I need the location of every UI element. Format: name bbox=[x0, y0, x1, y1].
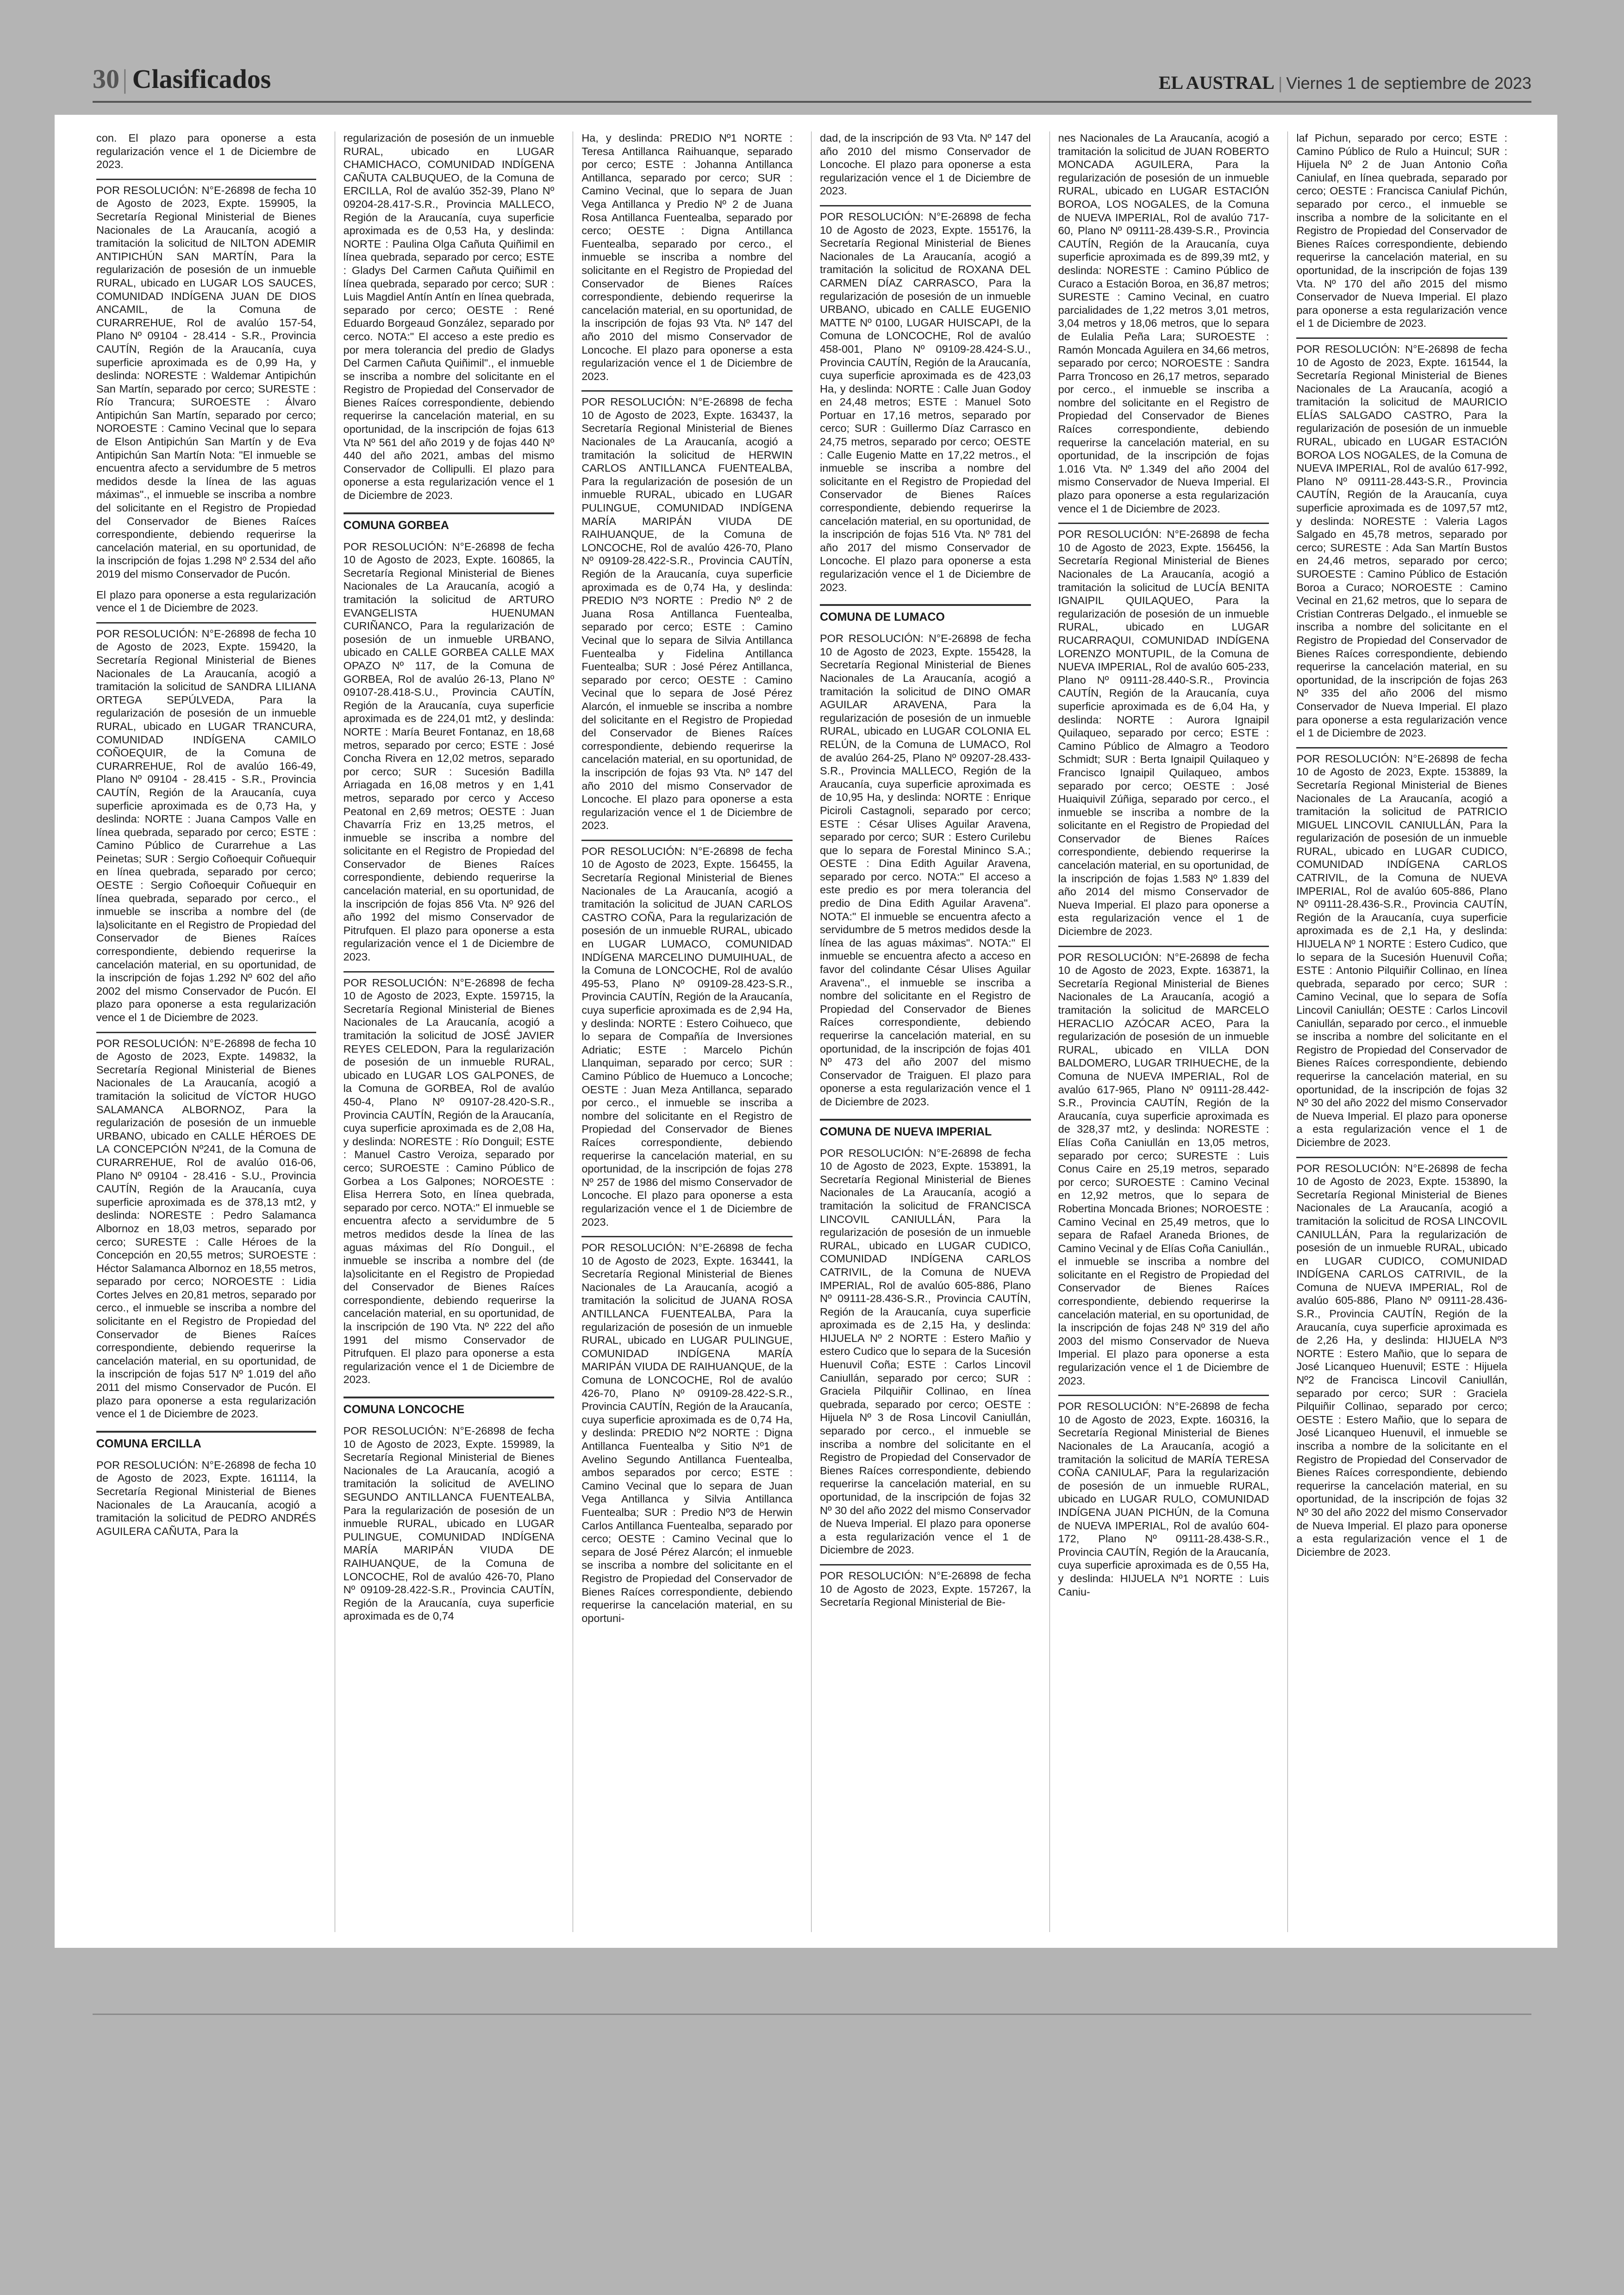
section-heading: COMUNA DE NUEVA IMPERIAL bbox=[820, 1119, 1031, 1139]
header-divider: | bbox=[1278, 74, 1283, 93]
legal-notice: POR RESOLUCIÓN: N°E-26898 de fecha 10 de Agosto de 2023, Expte. 156455, la Secretaría Regional Ministerial de Bienes Nacionales de La Araucanía, acogió a tramitación la solicitud de JUAN CARLOS CASTRO COÑA, Para la regularización de posesión de un inmueble RURAL, ubicado en LUGAR LUMACO, COMUNIDAD INDÍGENA MARCELINO DUMUIHUAL, de la Comuna de LONCOCHE, Rol de avalúo 495-53, Plano Nº 09109-28.423-S.R., Provincia CAUTÍN, Región de la Araucanía, cuya superficie aproximada es de 2,94 Ha, y deslinda: NORTE : Estero Coihueco, que lo separa de Compañía de Inversiones Adriatic; ESTE : Marcelo Pichún Llanquiman, separado por cerco; SUR : Camino Público de Huemuco a Loncoche; OESTE : Juan Meza Antillanca, separado por cerco., el inmueble se inscriba a nombre del solicitante en el Registro de Propiedad del Conservador de Bienes Raíces correspondiente, debiendo requerirse la cancelación material, en su oportunidad, de la inscripción de fojas 278 Nº 257 de 1986 del mismo Conservador de Loncoche. El plazo para oponerse a esta regularización vence el 1 de Diciembre de 2023. bbox=[581, 840, 793, 1229]
legal-notice: POR RESOLUCIÓN: N°E-26898 de fecha 10 de Agosto de 2023, Expte. 159715, la Secretaría Regional Ministerial de Bienes Nacionales de La Araucanía, acogió a tramitación la solicitud de JOSÉ JAVIER REYES CELEDON, Para la regularización de posesión de un inmueble RURAL, ubicado en LUGAR LOS GALPONES, de la Comuna de GORBEA, Rol de avalúo 450-4, Plano Nº 09107-28.420-S.R., Provincia CAUTÍN, Región de la Araucanía, cuya superficie aproximada es de 2,08 Ha, y deslinda: NORESTE : Río Donguil; ESTE : Manuel Castro Veroiza, separado por cerco; SUROESTE : Camino Público de Gorbea a Los Galpones; NOROESTE : Elisa Herrera Soto, en línea quebrada, separado por cerco. NOTA:" El inmueble se encuentra afecto a servidumbre de 5 metros medidos desde la línea de las aguas máximas del Río Donguil., el inmueble se inscriba a nombre del (de la)solicitante en el Registro de Propiedad del Conservador de Bienes Raíces correspondiente, debiendo requerirse la cancelación material, en su oportunidad, de la inscripción de 190 Vta. Nº 222 del año 1991 del mismo Conservador de Pitrufquen. El plazo para oponerse a esta regularización vence el 1 de Diciembre de 2023. bbox=[344, 971, 555, 1386]
legal-notice: POR RESOLUCIÓN: N°E-26898 de fecha 10 de Agosto de 2023, Expte. 163871, la Secretaría Regional Ministerial de Bienes Nacionales de La Araucanía, acogió a tramitación la solicitud de MARCELO HERACLIO AZÓCAR ACEO, Para la regularización de posesión de un inmueble RURAL, ubicado en VILLA DON BALDOMERO, LUGAR TRIHUECHE, de la Comuna de NUEVA IMPERIAL, Rol de avalúo 617-965, Plano Nº 09111-28.442-S.R., Provincia CAUTÍN, Región de la Araucanía, cuya superficie aproximada es de 328,37 mt2, y deslinda: NORESTE : Elías Coña Caniullán en 13,05 metros, separado por cerco; SURESTE : Luis Conus Caire en 25,19 metros, separado por cerco; SUROESTE : Camino Vecinal en 12,92 metros, que lo separa de Robertina Moncada Briones; NOROESTE : Camino Vecinal en 25,49 metros, que lo separa de Rafael Araneda Briones, de Camino Vecinal y de Elías Coña Caniullán., el inmueble se inscriba a nombre del solicitante en el Registro de Propiedad del Conservador de Bienes Raíces correspondiente, debiendo requerirse la cancelación material, en su oportunidad, de la inscripción de fojas 248 Nº 319 del año 2003 del mismo Conservador de Nueva Imperial. El plazo para oponerse a esta regularización vence el 1 de Diciembre de 2023. bbox=[1058, 946, 1269, 1388]
legal-notice: regularización de posesión de un inmueble RURAL, ubicado en LUGAR CHAMICHACO, COMUNIDAD INDÍGENA CAÑUTA CALBUQUEO, de la Comuna de ERCILLA, Rol de avalúo 352-39, Plano Nº 09204-28.417-S.R., Provincia MALLECO, Región de la Araucanía, cuya superficie aproximada es de 0,53 Ha, y deslinda: NORTE : Paulina Olga Cañuta Quiñimil en línea quebrada, separado por cerco; ESTE : Gladys Del Carmen Cañuta Quiñimil en línea quebrada, separado por cerco; SUR : Luis Magdiel Antín Antín en línea quebrada, separado por cerco; OESTE : René Eduardo Borgeaud González, separado por cerco. NOTA:" El acceso a este predio es por mera tolerancia del predio de Gladys Del Carmen Cañuta Quiñimil"., el inmueble se inscriba a nombre del solicitante en el Registro de Propiedad del Conservador de Bienes Raíces correspondiente, debiendo requerirse la cancelación material, en su oportunidad, de la inscripción de fojas 613 Vta Nº 561 del año 2019 y de fojas 440 Nº 440 del año 2021, ambas del mismo Conservador de Collipulli. El plazo para oponerse a esta regularización vence el 1 de Diciembre de 2023. bbox=[343, 132, 555, 502]
legal-notice: Ha, y deslinda: PREDIO Nº1 NORTE : Teresa Antillanca Raihuanque, separado por cerco; ESTE : Johanna Antillanca Antillanca, separado por cerco; SUR : Camino Vecinal, que lo separa de Juan Vega Antillanca y Predio Nº 2 de Juana Rosa Antillanca Fuentealba, separado por cerco; OESTE : Digna Antillanca Fuentealba, separado por cerco., el inmueble se inscriba a nombre del solicitante en el Registro de Propiedad del Conservador de Bienes Raíces correspondiente, debiendo requerirse la cancelación material, en su oportunidad, de la inscripción de fojas 93 Vta. Nº 147 del año 2010 del mismo Conservador de Loncoche. El plazo para oponerse a esta regularización vence el 1 de Diciembre de 2023. bbox=[581, 132, 793, 382]
legal-notice: El plazo para oponerse a esta regularización vence el 1 de Diciembre de 2023. bbox=[96, 588, 316, 614]
column-container bbox=[96, 131, 1516, 1932]
legal-notice: POR RESOLUCIÓN: N°E-26898 de fecha 10 de Agosto de 2023, Expte. 163441, la Secretaría Regional Ministerial de Bienes Nacionales de La Araucanía, acogió a tramitación la solicitud de JUANA ROSA ANTILLANCA FUENTEALBA, Para la regularización de posesión de un inmueble RURAL, ubicado en LUGAR PULINGUE, COMUNIDAD INDÍGENA MARÍA MARIPÁN VIUDA DE RAIHUANQUE, de la Comuna de LONCOCHE, Rol de avalúo 426-70, Plano Nº 09109-28.422-S.R., Provincia CAUTÍN, Región de la Araucanía, cuya superficie aproximada es de 0,74 Ha, y deslinda: PREDIO Nº2 NORTE : Digna Antillanca Fuentealba y Sitio Nº1 de Avelino Segundo Antillanca Fuentealba, ambos separados por cerco; ESTE : Camino Vecinal que lo separa de Juan Vega Antillanca y Silvia Antillanca Fuentealba; SUR : Predio Nº3 de Herwin Carlos Antillanca Fuentealba, separado por cerco; OESTE : Camino Vecinal que lo separa de José Pérez Alarcón; el inmueble se inscriba a nombre del solicitante en el Registro de Propiedad del Conservador de Bienes Raíces correspondiente, debiendo requerirse la cancelación material, en su oportuni- bbox=[581, 1236, 793, 1625]
publication-info bbox=[1159, 72, 1531, 94]
legal-notice: POR RESOLUCIÓN: N°E-26898 de fecha 10 de Agosto de 2023, Expte. 160865, la Secretaría Regional Ministerial de Bienes Nacionales de La Araucanía, acogió a tramitación la solicitud de ARTURO EVANGELISTA HUENUMAN CURIÑANCO, Para la regularización de posesión de un inmueble URBANO, ubicado en CALLE GORBEA CALLE MAX OPAZO Nº 117, de la Comuna de GORBEA, Rol de avalúo 26-13, Plano Nº 09107-28.418-S.U., Provincia CAUTÍN, Región de la Araucanía, cuya superficie aproximada es de 224,01 mt2, y deslinda: NORTE : María Beuret Fontanaz, en 18,68 metros, separado por cerco; ESTE : José Concha Rivera en 12,02 metros, separado por cerco; SUR : Sucesión Badilla Arriagada en 16,08 metros y en 1,41 metros, separado por cerco y Acceso Peatonal en 2,69 metros; OESTE : Juan Chavarría Friz en 13,25 metros, el inmueble se inscriba a nombre del solicitante en el Registro de Propiedad del Conservador de Bienes Raíces correspondiente, debiendo requerirse la cancelación material, en su oportunidad, de la inscripción de fojas 856 Vta. Nº 926 del año 1992 del mismo Conservador de Pitrufquen. El plazo para oponerse a esta regularización vence el 1 de Diciembre de 2023. bbox=[343, 540, 555, 963]
legal-notice: POR RESOLUCIÓN: N°E-26898 de fecha 10 de Agosto de 2023, Expte. 163437, la Secretaría Regional Ministerial de Bienes Nacionales de La Araucanía, acogió a tramitación la solicitud de HERWIN CARLOS ANTILLANCA FUENTEALBA, Para la regularización de posesión de un inmueble RURAL, ubicado en LUGAR PULINGUE, COMUNIDAD INDÍGENA MARÍA MARIPÁN VIUDA DE RAIHUANQUE, de la Comuna de LONCOCHE, Rol de avalúo 426-70, Plano Nº 09109-28.422-S.R., Provincia CAUTÍN, Región de la Araucanía, cuya superficie aproximada es de 0,74 Ha, y deslinda: PREDIO Nº3 NORTE : Predio Nº 2 de Juana Rosa Antillanca Fuentealba, separado por cerco; ESTE : Camino Vecinal que lo separa de Silvia Antillanca Fuentealba y Fidelina Antillanca Fuentealba; SUR : José Pérez Antillanca, separado por cerco; OESTE : Camino Vecinal que lo separa de José Pérez Alarcón, el inmueble se inscriba a nombre del solicitante en el Registro de Propiedad del Conservador de Bienes Raíces correspondiente, debiendo requerirse la cancelación material, en su oportunidad, de la inscripción de fojas 93 Vta. Nº 147 del año 2010 del mismo Conservador de Loncoche. El plazo para oponerse a esta regularización vence el 1 de Diciembre de 2023. bbox=[581, 390, 793, 832]
legal-notice: POR RESOLUCIÓN: N°E-26898 de fecha 10 de Agosto de 2023, Expte. 161114, la Secretaría Regional Ministerial de Bienes Nacionales de La Araucanía, acogió a tramitación la solicitud de PEDRO ANDRÉS AGUILERA CAÑUTA, Para la bbox=[96, 1459, 316, 1537]
legal-notice: POR RESOLUCIÓN: N°E-26898 de fecha 10 de Agosto de 2023, Expte. 149832, la Secretaría Regional Ministerial de Bienes Nacionales de La Araucanía, acogió a tramitación la solicitud de VÍCTOR HUGO SALAMANCA ALBORNOZ, Para la regularización de posesión de un inmueble URBANO, ubicado en CALLE HÉROES DE LA CONCEPCIÓN Nº241, de la Comuna de CURARREHUE, Rol de avalúo 016-06, Plano Nº 09104 - 28.416 - S.U., Provincia CAUTÍN, Región de la Araucanía, cuya superficie aproximada es de 378,13 mt2, y deslinda: NORESTE : Pedro Salamanca Albornoz en 18,03 metros, separado por cerco; SURESTE : Calle Héroes de la Concepción en 20,55 metros; SUROESTE : Héctor Salamanca Albornoz en 18,55 metros, separado por cerco; NOROESTE : Lidia Cortes Jelves en 20,81 metros, separado por cerco., el inmueble se inscriba a nombre del solicitante en el Registro de Propiedad del Conservador de Bienes Raíces correspondiente, debiendo requerirse la cancelación material, en su oportunidad, de la inscripción de fojas 517 Nº 1.019 del año 2011 del mismo Conservador de Pucón. El plazo para oponerse a esta regularización vence el 1 de Diciembre de 2023. bbox=[96, 1032, 316, 1421]
column-3 bbox=[573, 131, 801, 1932]
legal-notice: POR RESOLUCIÓN: N°E-26898 de fecha 10 de Agosto de 2023, Expte. 155428, la Secretaría Regional Ministerial de Bienes Nacionales de La Araucanía, acogió a tramitación la solicitud de DINO OMAR AGUILAR ARAVENA, Para la regularización de posesión de un inmueble RURAL, ubicado en LUGAR COLONIA EL RELÚN, de la Comuna de LUMACO, Rol de avalúo 264-25, Plano Nº 09207-28.433-S.R., Provincia MALLECO, Región de la Araucanía, cuya superficie aproximada es de 10,95 Ha, y deslinda: NORTE : Enrique Piciroli Castagnoli, separado por cerco; ESTE : César Ulises Aguilar Aravena, separado por cerco; SUR : Estero Curilebu que lo separa de Forestal Mininco S.A.; OESTE : Dina Edith Aguilar Aravena, separado por cerco. NOTA:" El acceso a este predio es por mera tolerancia del predio de Dina Edith Aguilar Aravena". NOTA:" El inmueble se encuentra afecto a servidumbre de 5 metros medidos desde la línea de las aguas máximas". NOTA:" El inmueble se encuentra afecto a acceso en favor del colindante César Ulises Aguilar Aravena"., el inmueble se inscriba a nombre del solicitante en el Registro de Propiedad del Conservador de Bienes Raíces correspondiente, debiendo requerirse la cancelación material, en su oportunidad, de la inscripción de fojas 401 Nº 473 del año 2007 del mismo Conservador de Traiguen. El plazo para oponerse a esta regularización vence el 1 de Diciembre de 2023. bbox=[819, 632, 1031, 1108]
page-number: 30 bbox=[93, 64, 119, 94]
legal-notice: POR RESOLUCIÓN: N°E-26898 de fecha 10 de Agosto de 2023, Expte. 153891, la Secretaría Regional Ministerial de Bienes Nacionales de La Araucanía, acogió a tramitación la solicitud de FRANCISCA LINCOVIL CANIULLÁN, Para la regularización de posesión de un inmueble RURAL, ubicado en LUGAR CUDICO, COMUNIDAD INDÍGENA CARLOS CATRIVIL, de la Comuna de NUEVA IMPERIAL, Rol de avalúo 605-886, Plano Nº 09111-28.436-S.R., Provincia CAUTÍN, Región de la Araucanía, cuya superficie aproximada es de 2,15 Ha, y deslinda: HIJUELA Nº 2 NORTE : Estero Mañio y estero Cudico que lo separa de la Sucesión Huenuvil Coña; ESTE : Carlos Lincovil Caniullán, separado por cerco; SUR : Graciela Pilquiñir Collinao, en línea quebrada, separado por cerco; OESTE : Hijuela Nº 3 de Rosa Lincovil Caniullán, separado por cerco., el inmueble se inscriba a nombre del solicitante en el Registro de Propiedad del Conservador de Bienes Raíces correspondiente, debiendo requerirse la cancelación material, en su oportunidad, de la inscripción de fojas 32 Nº 30 del año 2022 del mismo Conservador de Nueva Imperial. El plazo para oponerse a esta regularización vence el 1 de Diciembre de 2023. bbox=[819, 1147, 1031, 1556]
column-6 bbox=[1287, 131, 1516, 1932]
section-name: Clasificados bbox=[132, 64, 271, 94]
legal-notice: POR RESOLUCIÓN: N°E-26898 de fecha 10 de Agosto de 2023, Expte. 159989, la Secretaría Regional Ministerial de Bienes Nacionales de La Araucanía, acogió a tramitación la solicitud de AVELINO SEGUNDO ANTILLANCA FUENTEALBA, Para la regularización de posesión de un inmueble RURAL, ubicado en LUGAR PULINGUE, COMUNIDAD INDÍGENA MARÍA MARIPÁN VIUDA DE RAIHUANQUE, de la Comuna de LONCOCHE, Rol de avalúo 426-70, Plano Nº 09109-28.422-S.R., Provincia CAUTÍN, Región de la Araucanía, cuya superficie aproximada es de 0,74 bbox=[343, 1425, 555, 1622]
column-5 bbox=[1049, 131, 1278, 1932]
column-2 bbox=[335, 131, 563, 1932]
legal-notice: POR RESOLUCIÓN: N°E-26898 de fecha 10 de Agosto de 2023, Expte. 159905, la Secretaría Regional Ministerial de Bienes Nacionales de La Araucanía, acogió a tramitación la solicitud de NILTON ADEMIR ANTIPICHÚN SAN MARTÍN, Para la regularización de posesión de un inmueble RURAL, ubicado en LUGAR LOS SAUCES, COMUNIDAD INDÍGENA JUAN DE DIOS ANCAMIL, de la Comuna de CURARREHUE, Rol de avalúo 157-54, Plano Nº 09104 - 28.414 - S.R., Provincia CAUTÍN, Región de la Araucanía, cuya superficie aproximada es de 0,99 Ha, y deslinda: NORESTE : Waldemar Antipichún San Martín, separado por cerco; SURESTE : Río Trancura; SUROESTE : Álvaro Antipichún San Martín, separado por cerco; NOROESTE : Camino Vecinal que lo separa de Elson Antipichún San Martín y de Eva Antipichún San Martín Nota: "El inmueble se encuentra afecto a servidumbre de 5 metros medidos desde la línea de las aguas máximas"., el inmueble se inscriba a nombre del solicitante en el Registro de Propiedad del Conservador de Bienes Raíces correspondiente, debiendo requerirse la cancelación material, en su oportunidad, de la inscripción de fojas 1.298 Nº 2.534 del año 2019 del mismo Conservador de Pucón. bbox=[96, 179, 316, 581]
legal-notice: POR RESOLUCIÓN: N°E-26898 de fecha 10 de Agosto de 2023, Expte. 155176, la Secretaría Regional Ministerial de Bienes Nacionales de La Araucanía, acogió a tramitación la solicitud de ROXANA DEL CARMEN DÍAZ CARRASCO, Para la regularización de posesión de un inmueble URBANO, ubicado en CALLE EUGENIO MATTE Nº 0100, LUGAR HUISCAPI, de la Comuna de LONCOCHE, Rol de avalúo 458-001, Plano Nº 09109-28.424-S.U., Provincia CAUTÍN, Región de la Araucanía, cuya superficie aproximada es de 423,03 Ha, y deslinda: NORTE : Calle Juan Godoy en 24,48 metros; ESTE : Manuel Soto Portuar en 17,16 metros, separado por cerco; SUR : Guillermo Díaz Carrasco en 24,75 metros, separado por cerco; OESTE : Calle Eugenio Matte en 17,22 metros., el inmueble se inscriba a nombre del solicitante en el Registro de Propiedad del Conservador de Bienes Raíces correspondiente, debiendo requerirse la cancelación material, en su oportunidad, de la inscripción de fojas 516 Vta. Nº 781 del año 2017 del mismo Conservador de Loncoche. El plazo para oponerse a esta regularización vence el 1 de Diciembre de 2023. bbox=[820, 205, 1031, 594]
legal-notice: POR RESOLUCIÓN: N°E-26898 de fecha 10 de Agosto de 2023, Expte. 157267, la Secretaría Regional Ministerial de Bie- bbox=[820, 1564, 1031, 1609]
legal-notice: POR RESOLUCIÓN: N°E-26898 de fecha 10 de Agosto de 2023, Expte. 161544, la Secretaría Regional Ministerial de Bienes Nacionales de La Araucanía, acogió a tramitación la solicitud de MAURICIO ELÍAS SALGADO CASTRO, Para la regularización de posesión de un inmueble RURAL, ubicado en LUGAR ESTACIÓN BOROA LOS NOGALES, de la Comuna de NUEVA IMPERIAL, Rol de avalúo 617-992, Plano Nº 09111-28.443-S.R., Provincia CAUTÍN, Región de la Araucanía, cuya superficie aproximada es de 1097,57 mt2, y deslinda: NORESTE : Valeria Lagos Salgado en 45,78 metros, separado por cerco; SURESTE : Ada San Martín Bustos en 24,46 metros, separado por cerco; SUROESTE : Camino Público de Estación Boroa a Curaco; NOROESTE : Camino Vecinal en 21,62 metros, que lo separa de Cristian Contreras Delgado., el inmueble se inscriba a nombre del solicitante en el Registro de Propiedad del Conservador de Bienes Raíces correspondiente, debiendo requerirse la cancelación material, en su oportunidad, de la inscripción de fojas 263 Nº 335 del año 2006 del mismo Conservador de Nueva Imperial. El plazo para oponerse a esta regularización vence el 1 de Diciembre de 2023. bbox=[1296, 337, 1507, 740]
classifieds-page bbox=[55, 115, 1557, 1948]
legal-notice: dad, de la inscripción de 93 Vta. Nº 147 del año 2010 del mismo Conservador de Loncoche. El plazo para oponerse a esta regularización vence el 1 de Diciembre de 2023. bbox=[819, 132, 1031, 197]
column-1 bbox=[96, 131, 325, 1932]
legal-notice: laf Pichun, separado por cerco; ESTE : Camino Público de Rulo a Huincul; SUR : Hijuela Nº 2 de Juan Antonio Coña Caniulaf, en línea quebrada, separado por cerco; OESTE : Francisca Caniulaf Pichún, separado por cerco., el inmueble se inscriba a nombre de la solicitante en el Registro de Propiedad del Conservador de Bienes Raíces correspondiente, debiendo requerirse la cancelación material, en su oportunidad, de la inscripción de fojas 139 Vta. Nº 170 del año 2015 del mismo Conservador de Nueva Imperial. El plazo para oponerse a esta regularización vence el 1 de Diciembre de 2023. bbox=[1296, 132, 1507, 330]
footer-rule bbox=[93, 2014, 1531, 2015]
legal-notice: POR RESOLUCIÓN: N°E-26898 de fecha 10 de Agosto de 2023, Expte. 160316, la Secretaría Regional Ministerial de Bienes Nacionales de La Araucanía, acogió a tramitación la solicitud de MARÍA TERESA COÑA CANIULAF, Para la regularización de posesión de un inmueble RURAL, ubicado en LUGAR RULO, COMUNIDAD INDÍGENA JUAN PICHÚN, de la Comuna de NUEVA IMPERIAL, Rol de avalúo 604-172, Plano Nº 09111-28.438-S.R., Provincia CAUTÍN, Región de la Araucanía, cuya superficie aproximada es de 0,55 Ha, y deslinda: HIJUELA Nº1 NORTE : Luis Caniu- bbox=[1058, 1395, 1269, 1598]
legal-notice: POR RESOLUCIÓN: N°E-26898 de fecha 10 de Agosto de 2023, Expte. 156456, la Secretaría Regional Ministerial de Bienes Nacionales de La Araucanía, acogió a tramitación la solicitud de LUCÍA BENITA IGNAIPIL QUILAQUEO, Para la regularización de posesión de un inmueble RURAL, ubicado en LUGAR RUCARRAQUI, COMUNIDAD INDÍGENA LORENZO MONTUPIL, de la Comuna de NUEVA IMPERIAL, Rol de avalúo 605-233, Plano Nº 09111-28.440-S.R., Provincia CAUTÍN, Región de la Araucanía, cuya superficie aproximada es de 6,04 Ha, y deslinda: NORTE : Aurora Ignaipil Quilaqueo, separado por cerco; ESTE : Camino Público de Almagro a Teodoro Schmidt; SUR : Berta Ignaipil Quilaqueo y Francisco Ignaipil Quilaqueo, ambos separado por cerco; OESTE : José Huaiquivil Zúñiga, separado por cerco., el inmueble se inscriba a nombre de la solicitante en el Registro de Propiedad del Conservador de Bienes Raíces correspondiente, debiendo requerirse la cancelación material, en su oportunidad, de la inscripción de fojas 1.583 Nº 1.839 del año 2014 del mismo Conservador de Nueva Imperial. El plazo para oponerse a esta regularización vence el 1 de Diciembre de 2023. bbox=[1058, 523, 1269, 938]
legal-notice: POR RESOLUCIÓN: N°E-26898 de fecha 10 de Agosto de 2023, Expte. 153889, la Secretaría Regional Ministerial de Bienes Nacionales de La Araucanía, acogió a tramitación la solicitud de PATRICIO MIGUEL LINCOVIL CANIULLÁN, Para la regularización de posesión de un inmueble RURAL, ubicado en LUGAR CUDICO, COMUNIDAD INDÍGENA CARLOS CATRIVIL, de la Comuna de NUEVA IMPERIAL, Rol de avalúo 605-886, Plano Nº 09111-28.436-S.R., Provincia CAUTÍN, Región de la Araucanía, cuya superficie aproximada es de 2,1 Ha, y deslinda: HIJUELA Nº 1 NORTE : Estero Cudico, que lo separa de la Sucesión Huenuvil Coña; ESTE : Antonio Pilquiñir Collinao, en línea quebrada, separado por cerco; SUR : Camino Vecinal, que lo separa de Sofía Lincovil Caniullán; OESTE : Carlos Lincovil Caniullán, separado por cerco., el inmueble se inscriba a nombre del solicitante en el Registro de Propiedad del Conservador de Bienes Raíces correspondiente, debiendo requerirse la cancelación material, en su oportunidad, de la inscripción de fojas 32 Nº 30 del año 2022 del mismo Conservador de Nueva Imperial. El plazo para oponerse a esta regularización vence el 1 de Diciembre de 2023. bbox=[1296, 747, 1507, 1149]
section-heading: COMUNA GORBEA bbox=[344, 512, 555, 533]
section-heading: COMUNA LONCOCHE bbox=[344, 1397, 555, 1417]
column-4 bbox=[811, 131, 1039, 1932]
legal-notice: POR RESOLUCIÓN: N°E-26898 de fecha 10 de Agosto de 2023, Expte. 153890, la Secretaría Regional Ministerial de Bienes Nacionales de La Araucanía, acogió a tramitación la solicitud de ROSA LINCOVIL CANIULLÁN, Para la regularización de posesión de un inmueble RURAL, ubicado en LUGAR CUDICO, COMUNIDAD INDÍGENA CARLOS CATRIVIL, de la Comuna de NUEVA IMPERIAL, Rol de avalúo 605-886, Plano Nº 09111-28.436-S.R., Provincia CAUTÍN, Región de la Araucanía, cuya superficie aproximada es de 2,26 Ha, y deslinda: HIJUELA Nº3 NORTE : Estero Mañio, que lo separa de José Licanqueo Huenuvil; ESTE : Hijuela Nº2 de Francisca Lincovil Caniullán, separado por cerco; SUR : Graciela Pilquiñir Collinao, separado por cerco; OESTE : Estero Mañio, que lo separa de José Licanqueo Huenuvil, el inmueble se inscriba a nombre de la solicitante en el Registro de Propiedad del Conservador de Bienes Raíces correspondiente, debiendo requerirse la cancelación material, en su oportunidad, de la inscripción de fojas 32 Nº 30 del año 2022 del mismo Conservador de Nueva Imperial. El plazo para oponerse a esta regularización vence el 1 de Diciembre de 2023. bbox=[1296, 1157, 1507, 1559]
section-heading: COMUNA ERCILLA bbox=[96, 1431, 316, 1451]
section-title bbox=[93, 63, 271, 94]
legal-notice: nes Nacionales de La Araucanía, acogió a tramitación la solicitud de JUAN ROBERTO MONCADA AGUILERA, Para la regularización de posesión de un inmueble RURAL, ubicado en LUGAR ESTACIÓN BOROA, LOS NOGALES, de la Comuna de NUEVA IMPERIAL, Rol de avalúo 717-60, Plano Nº 09111-28.439-S.R., Provincia CAUTÍN, Región de la Araucanía, cuya superficie aproximada es de 899,39 mt2, y deslinda: NORESTE : Camino Público de Curaco a Estación Boroa, en 36,87 metros; SURESTE : Camino Vecinal, en cuatro parcialidades de 1,22 metros 3,01 metros, 3,04 metros y 18,06 metros, que lo separa de Eulalia Peña Lara; SUROESTE : Ramón Moncada Aguilera en 34,66 metros, separado por cerco; NOROESTE : Sandra Parra Troncoso en 26,17 metros, separado por cerco., el inmueble se inscriba a nombre del solicitante en el Registro de Propiedad del Conservador de Bienes Raíces correspondiente, debiendo requerirse la cancelación material, en su oportunidad, de la inscripción de fojas 1.016 Vta. Nº 1.349 del año 2004 del mismo Conservador de Nueva Imperial. El plazo para oponerse a esta regularización vence el 1 de Diciembre de 2023. bbox=[1058, 132, 1269, 515]
publication-date: Viernes 1 de septiembre de 2023 bbox=[1286, 74, 1531, 93]
newspaper-name: EL AUSTRAL bbox=[1158, 72, 1274, 93]
legal-notice: con. El plazo para oponerse a esta regularización vence el 1 de Diciembre de 2023. bbox=[96, 132, 316, 171]
header-divider: | bbox=[122, 64, 128, 94]
section-heading: COMUNA DE LUMACO bbox=[820, 604, 1031, 624]
page-header bbox=[93, 64, 1531, 103]
legal-notice: POR RESOLUCIÓN: N°E-26898 de fecha 10 de Agosto de 2023, Expte. 159420, la Secretaría Regional Ministerial de Bienes Nacionales de La Araucanía, acogió a tramitación la solicitud de SANDRA LILIANA ORTEGA SEPÚLVEDA, Para la regularización de posesión de un inmueble RURAL, ubicado en LUGAR TRANCURA, COMUNIDAD INDÍGENA CAMILO COÑOEQUIR, de la Comuna de CURARREHUE, Rol de avalúo 166-49, Plano Nº 09104 - 28.415 - S.R., Provincia CAUTÍN, Región de la Araucanía, cuya superficie aproximada es de 0,73 Ha, y deslinda: NORTE : Juana Campos Valle en línea quebrada, separado por cerco; ESTE : Camino Público de Curarrehue a Las Peinetas; SUR : Sergio Coñoequir Coñuequir en línea quebrada, separado por cerco; OESTE : Sergio Coñoequir Coñuequir en línea quebrada, separado por cerco., el inmueble se inscriba a nombre del (de la)solicitante en el Registro de Propiedad del Conservador de Bienes Raíces correspondiente, debiendo requerirse la cancelación material, en su oportunidad, de la inscripción de fojas 1.292 Nº 602 del año 2002 del mismo Conservador de Pucón. El plazo para oponerse a esta regularización vence el 1 de Diciembre de 2023. bbox=[96, 622, 316, 1024]
